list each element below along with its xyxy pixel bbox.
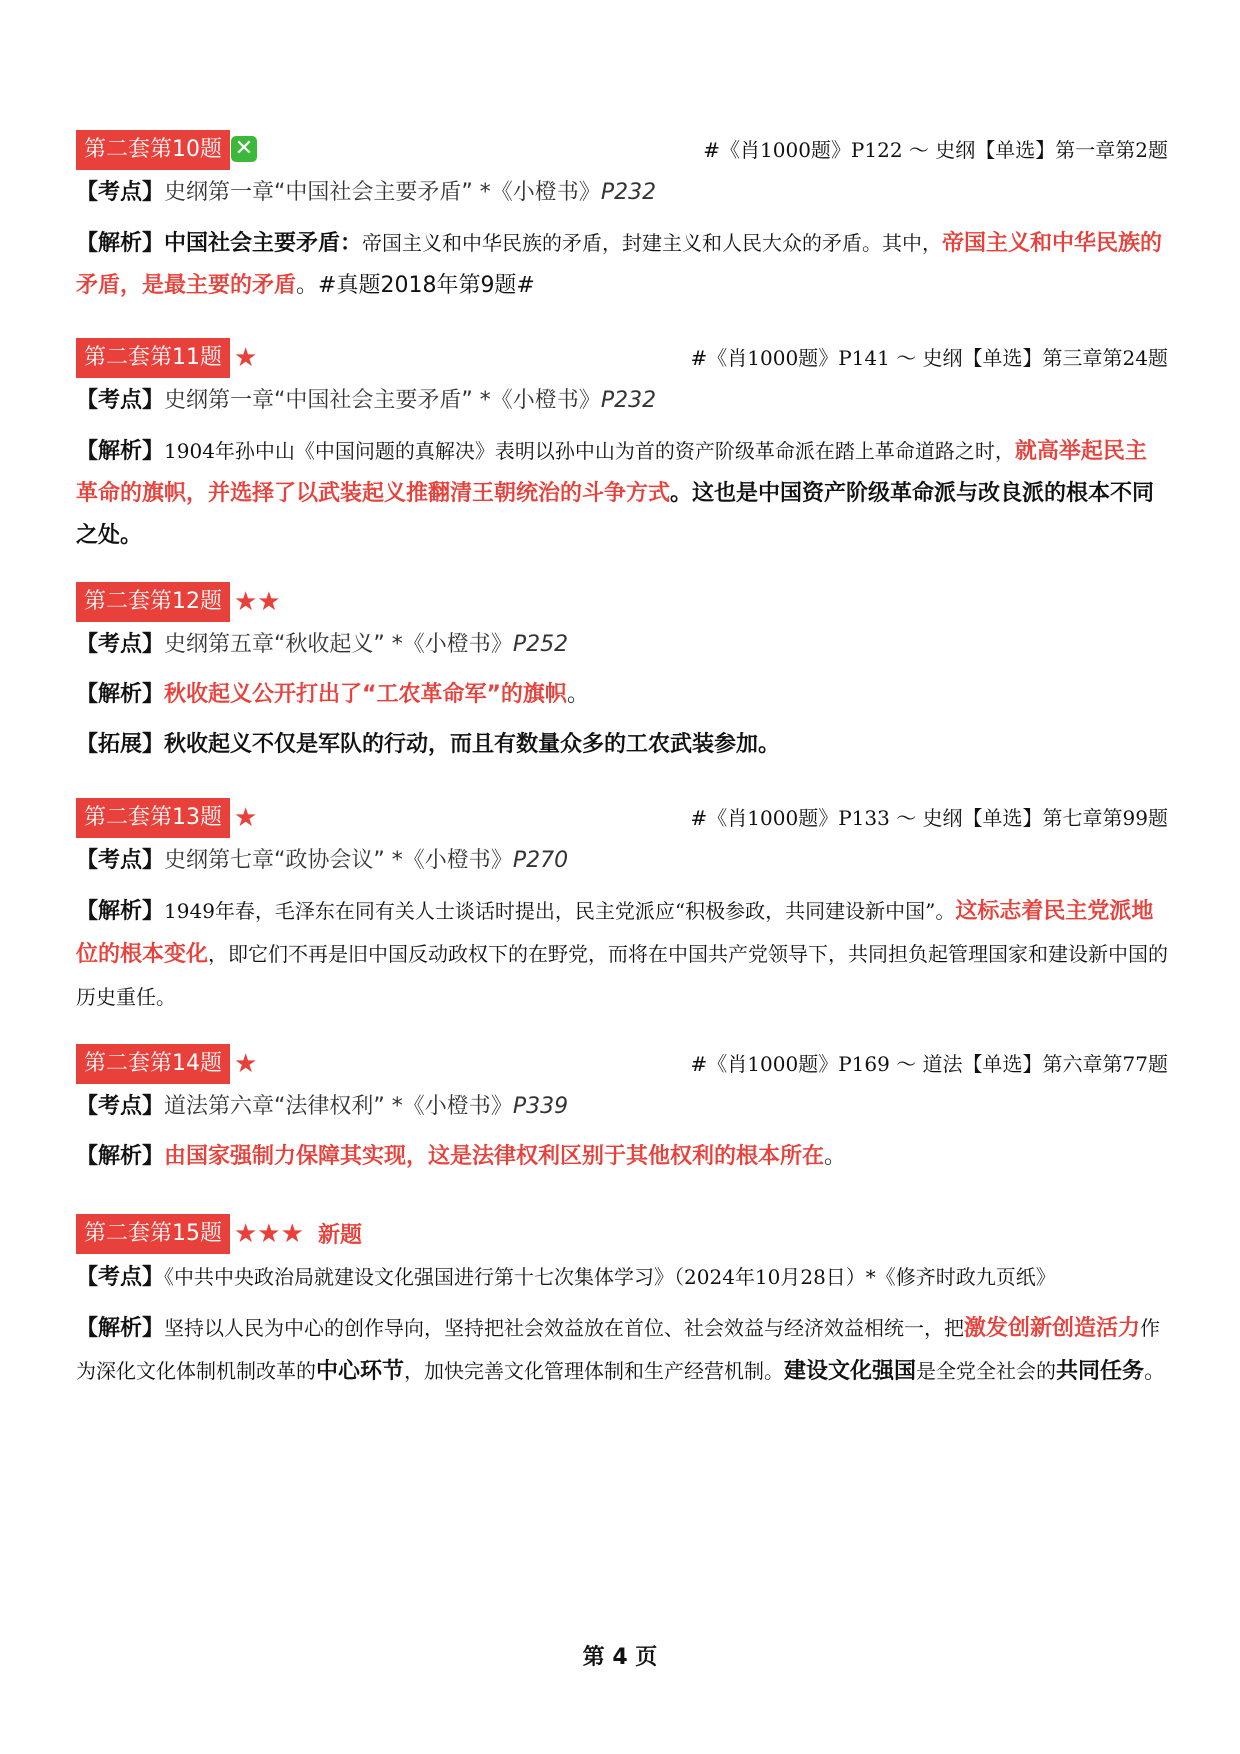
star-rating-icon: ★: [234, 803, 258, 833]
question-13: [76, 798, 1168, 1019]
jiexi-paragraph: 【解析】中国社会主要矛盾：帝国主义和中华民族的矛盾，封建主义和人民大众的矛盾。其中，帝国主义和中华民族的矛盾，是最主要的矛盾。#真题2018年第9题#: [76, 231, 1163, 298]
question-badge: 第二套第11题: [76, 338, 230, 378]
star-rating: [234, 1214, 362, 1254]
source-reference: #《肖1000题》P122 ～ 史纲【单选】第一章第2题: [703, 138, 1168, 162]
star-rating-icon: ★★★: [234, 1219, 304, 1249]
jiexi-paragraph: 【解析】由国家强制力保障其实现，这是法律权利区别于其他权利的根本所在。: [76, 1144, 847, 1169]
kaodian-line: 【考点】道法第六章“法律权利” *《小橙书》P339: [76, 1094, 569, 1119]
question-11: [76, 338, 1168, 557]
kaodian-line: 【考点】史纲第七章“政协会议” *《小橙书》P270: [76, 848, 569, 873]
source-reference: #《肖1000题》P169 ～ 道法【单选】第六章第77题: [690, 1052, 1168, 1076]
question-10: [76, 130, 1168, 307]
kaodian-line: 【考点】史纲第五章“秋收起义” *《小橙书》P252: [76, 632, 569, 657]
star-rating-icon: ★: [234, 343, 258, 373]
question-badge: 第二套第13题: [76, 798, 230, 838]
question-14: [76, 1044, 1168, 1178]
question-badge: 第二套第12题: [76, 582, 230, 622]
jiexi-paragraph: 【解析】1904年孙中山《中国问题的真解决》表明以孙中山为首的资产阶级革命派在踏上革命道路之时，就高举起民主革命的旗帜，并选择了以武装起义推翻清王朝统治的斗争方式。这也是中国资产阶级革命派与改良派的根本不同之处。: [76, 439, 1155, 548]
star-rating-icon: ★★: [234, 587, 281, 617]
source-reference: #《肖1000题》P133 ～ 史纲【单选】第七章第99题: [690, 806, 1168, 830]
jiexi-paragraph: 【解析】1949年春，毛泽东在同有关人士谈话时提出，民主党派应“积极参政，共同建设新中国”。这标志着民主党派地位的根本变化，即它们不再是旧中国反动政权下的在野党，而将在中国共产党领导下，共同担负起管理国家和建设新中国的历史重任。: [76, 899, 1169, 1009]
star-rating-icon: ★: [234, 1049, 258, 1079]
tuozhan-paragraph: 【拓展】秋收起义不仅是军队的行动，而且有数量众多的工农武装参加。: [76, 732, 781, 757]
question-badge: 第二套第14题: [76, 1044, 230, 1084]
jiexi-paragraph: 【解析】坚持以人民为中心的创作导向，坚持把社会效益放在首位、社会效益与经济效益相统一，把激发创新创造活力作为深化文化体制机制改革的中心环节，加快完善文化管理体制和生产经营机制。建设文化强国是全党全社会的共同任务。: [76, 1316, 1167, 1384]
question-badge: 第二套第10题: [76, 130, 230, 170]
page-number: 第 4 页: [582, 1645, 658, 1670]
wrong-mark-icon: ✕: [231, 136, 257, 162]
question-12: [76, 582, 1168, 766]
kaodian-line: 【考点】史纲第一章“中国社会主要矛盾” *《小橙书》P232: [76, 180, 657, 205]
new-question-tag: 新题: [317, 1223, 362, 1248]
kaodian-line: 【考点】《中共中央政治局就建设文化强国进行第十七次集体学习》（2024年10月28日）*《修齐时政九页纸》: [76, 1265, 1056, 1290]
question-15: [76, 1214, 1168, 1393]
question-badge: 第二套第15题: [76, 1214, 230, 1254]
kaodian-line: 【考点】史纲第一章“中国社会主要矛盾” *《小橙书》P232: [76, 388, 657, 413]
source-reference: #《肖1000题》P141 ～ 史纲【单选】第三章第24题: [690, 346, 1168, 370]
jiexi-paragraph: 【解析】秋收起义公开打出了“工农革命军”的旗帜。: [76, 682, 589, 707]
